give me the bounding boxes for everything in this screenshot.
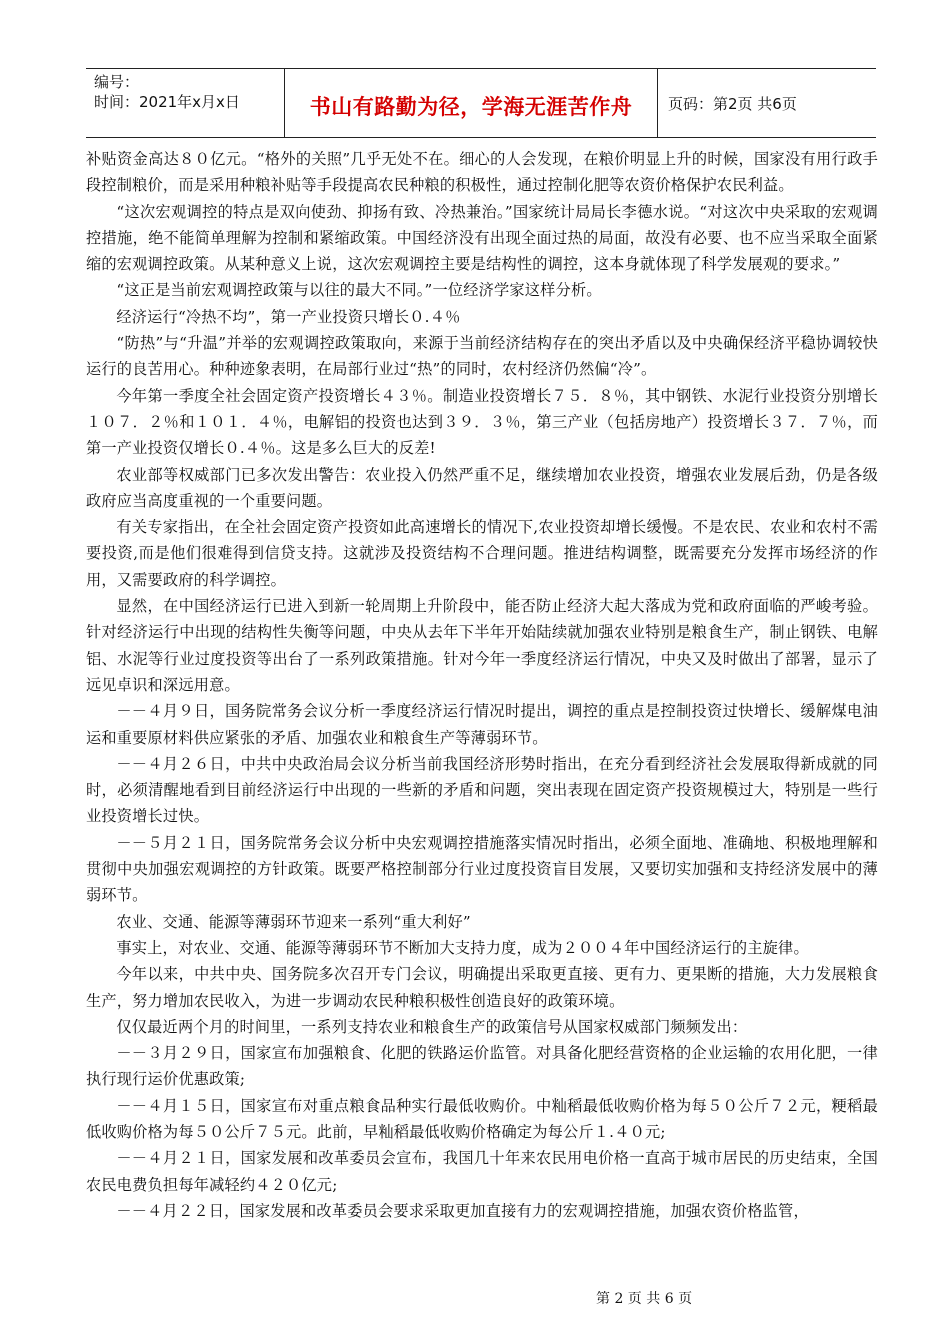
paragraph: 补贴资金高达８０亿元。“格外的关照”几乎无处不在。细心的人会发现，在粮价明显上升的时候，国家没有用行政手段控制粮价，而是采用种粮补贴等手段提高农民种粮的积极性，通过控制化肥等农资价格保护农民利益。 xyxy=(86,150,878,195)
motto-text: 书山有路勤为径，学海无涯苦作舟 xyxy=(309,95,633,119)
paragraph: －－４月２６日，中共中央政治局会议分析当前我国经济形势时指出，在充分看到经济社会发展取得新成就的同时，必须清醒地看到目前经济运行中出现的一些新的矛盾和问题，突出表现在固定资产投资规模过大，特别是一些行业投资增长过快。 xyxy=(86,754,878,826)
paragraph: －－４月２１日，国家发展和改革委员会宣布，我国几十年来农民用电价格一直高于城市居民的历史结束，全国农民电费负担每年减轻约４２０亿元; xyxy=(86,1149,878,1194)
paragraph: 事实上，对农业、交通、能源等薄弱环节不断加大支持力度，成为２００４年中国经济运行的主旋律。 xyxy=(116,938,809,957)
paragraph: 今年第一季度全社会固定资产投资增长４３％。制造业投资增长７５．８％，其中钢铁、水泥行业投资分别增长１０７．２％和１０１．４％，电解铝的投资也达到３９．３％，第三产业（包括房地产）投资增长３７．７％，而第一产业投资仅增长０.４％。这是多么巨大的反差! xyxy=(86,386,878,458)
section-heading: 农业、交通、能源等薄弱环节迎来一系列“重大利好” xyxy=(116,912,471,931)
serial-number-label: 编号： xyxy=(94,73,140,91)
header-motto-cell xyxy=(285,69,658,137)
paragraph: －－４月９日，国务院常务会议分析一季度经济运行情况时提出，调控的重点是控制投资过快增长、缓解煤电油运和重要原材料供应紧张的矛盾、加强农业和粮食生产等薄弱环节。 xyxy=(86,702,878,747)
paragraph: 今年以来，中共中央、国务院多次召开专门会议，明确提出采取更直接、更有力、更果断的措施，大力发展粮食生产，努力增加农民收入，为进一步调动农民种粮积极性创造良好的政策环境。 xyxy=(86,965,878,1010)
paragraph: “防热”与“升温”并举的宏观调控政策取向，来源于当前经济结构存在的突出矛盾以及中央确保经济平稳协调较快运行的良苦用心。种种迹象表明，在局部行业过“热”的同时，农村经济仍然偏“冷”。 xyxy=(86,334,878,379)
paragraph: －－４月１５日，国家宣布对重点粮食品种实行最低收购价。中籼稻最低收购价格为每５０公斤７２元，粳稻最低收购价格为每５０公斤７５元。此前，早籼稻最低收购价格确定为每公斤１.４０元; xyxy=(86,1096,878,1141)
header-table xyxy=(86,68,876,138)
paragraph: 农业部等权威部门已多次发出警告：农业投入仍然严重不足，继续增加农业投资，增强农业发展后劲，仍是各级政府应当高度重视的一个重要问题。 xyxy=(86,465,878,510)
header-info-cell xyxy=(86,69,285,137)
page-footer: 第 2 页 共 6 页 xyxy=(596,1291,693,1307)
paragraph: 仅仅最近两个月的时间里，一系列支持农业和粮食生产的政策信号从国家权威部门频频发出： xyxy=(116,1017,748,1036)
page-code: 页码：第2页 共6页 xyxy=(668,95,797,113)
paragraph: －－４月２２日，国家发展和改革委员会要求采取更加直接有力的宏观调控措施，加强农资价格监管， xyxy=(116,1201,809,1220)
paragraph: 显然，在中国经济运行已进入到新一轮周期上升阶段中，能否防止经济大起大落成为党和政府面临的严峻考验。针对经济运行中出现的结构性失衡等问题，中央从去年下半年开始陆续就加强农业特别是粮食生产，制止钢铁、电解铝、水泥等行业过度投资等出台了一系列政策措施。针对今年一季度经济运行情况，中央又及时做出了部署，显示了远见卓识和深远用意。 xyxy=(86,597,878,694)
paragraph: －－５月２１日，国务院常务会议分析中央宏观调控措施落实情况时指出，必须全面地、准确地、积极地理解和贯彻中央加强宏观调控的方针政策。既要严格控制部分行业过度投资盲目发展，又要切实加强和支持经济发展中的薄弱环节。 xyxy=(86,833,878,905)
date-label: 时间：2021年x月x日 xyxy=(94,93,240,111)
paragraph: 有关专家指出，在全社会固定资产投资如此高速增长的情况下,农业投资却增长缓慢。不是农民、农业和农村不需要投资,而是他们很难得到信贷支持。这就涉及投资结构不合理问题。推进结构调整，既需要充分发挥市场经济的作用，又需要政府的科学调控。 xyxy=(86,518,878,589)
paragraph: “这正是当前宏观调控政策与以往的最大不同。”一位经济学家这样分析。 xyxy=(116,281,602,300)
section-heading: 经济运行“冷热不均”，第一产业投资只增长０.４％ xyxy=(116,307,461,326)
paragraph: －－３月２９日，国家宣布加强粮食、化肥的铁路运价监管。对具备化肥经营资格的企业运输的农用化肥，一律执行现行运价优惠政策; xyxy=(86,1044,878,1089)
header-page-cell xyxy=(658,69,876,137)
paragraph: “这次宏观调控的特点是双向使劲、抑扬有致、冷热兼治。”国家统计局局长李德水说。“对这次中央采取的宏观调控措施，绝不能简单理解为控制和紧缩政策。中国经济没有出现全面过热的局面，故没有必要、也不应当采取全面紧缩的宏观调控政策。从某种意义上说，这次宏观调控主要是结构性的调控，这本身就体现了科学发展观的要求。” xyxy=(86,202,878,274)
document-body xyxy=(86,146,878,1224)
